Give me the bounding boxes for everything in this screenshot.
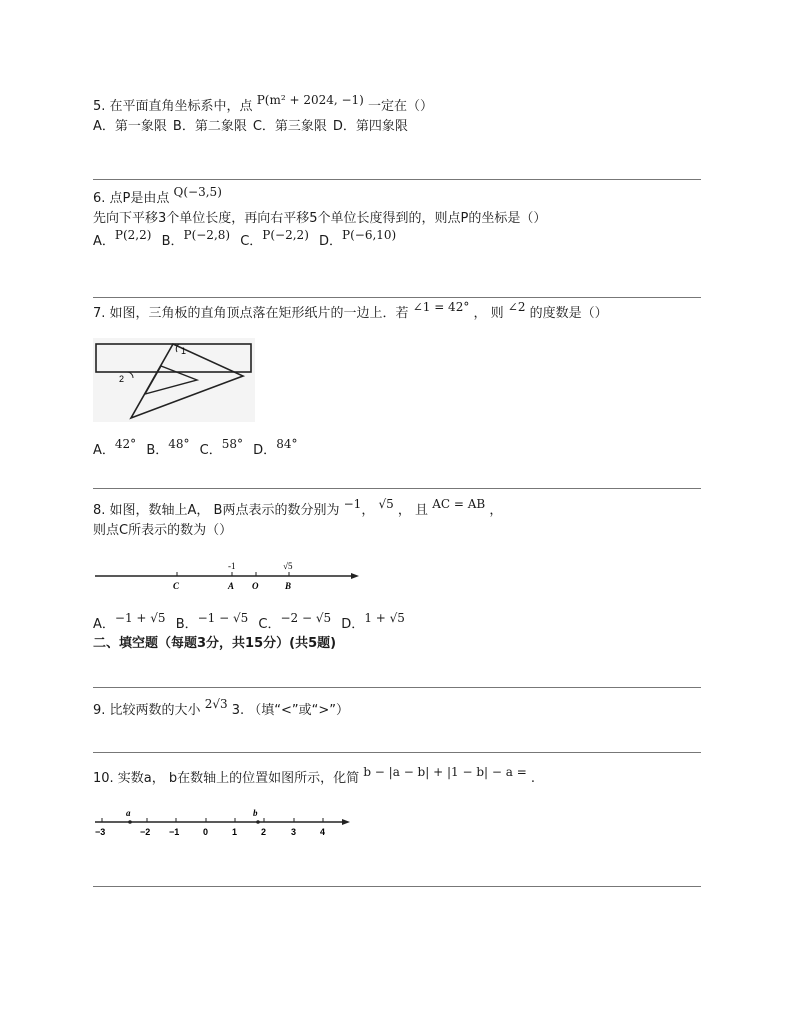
divider xyxy=(93,886,701,887)
point-b xyxy=(256,820,260,824)
divider xyxy=(93,179,701,180)
section-heading: 二、填空题（每题3分，共15分）(共5题) xyxy=(93,636,337,651)
question-7-text: 7. 如图，三角板的直角顶点落在矩形纸片的一边上．若 xyxy=(93,306,409,321)
option-b-letter: B． xyxy=(146,443,169,458)
question-6-text: 6. 点P是由点 xyxy=(93,191,170,206)
question-7 xyxy=(93,300,703,324)
tick-labels xyxy=(95,827,325,837)
question-8-text: 8. 如图，数轴上A， B两点表示的数分别为 xyxy=(93,503,340,518)
tick-label: 1 xyxy=(232,827,238,837)
question-8-text-end: ， xyxy=(489,503,503,518)
option-a-letter: A． xyxy=(93,234,115,249)
question-8-comma: ， xyxy=(361,503,375,518)
option-d-letter: D． xyxy=(319,234,343,249)
option-c-letter: C． xyxy=(199,443,222,458)
question-6 xyxy=(93,185,703,252)
option-a-value: −1 + √5 xyxy=(114,611,166,625)
option-a-value: 42° xyxy=(114,437,137,451)
question-8-options xyxy=(93,611,703,635)
question-10-text: 10. 实数a， b在数轴上的位置如图所示，化简 xyxy=(93,771,360,786)
option-c: C．第三象限 xyxy=(252,119,327,134)
question-6-stem xyxy=(93,185,703,209)
question-8-a-value: −1 xyxy=(343,497,362,511)
question-7-text-end: 的度数是（） xyxy=(529,306,608,321)
question-9-expression: 2√3 xyxy=(204,697,228,711)
question-5-text: 5. 在平面直角坐标系中，点 xyxy=(93,99,253,114)
tick-label: 4 xyxy=(320,827,326,837)
question-7-angle1: ∠1 = 42° xyxy=(412,300,470,314)
question-10-expression: b − |a − b| + |1 − b| − a = xyxy=(363,765,527,779)
question-7-text-mid: ， 则 xyxy=(473,306,504,321)
option-b-value: 48° xyxy=(168,437,190,451)
question-8-b-value: √5 xyxy=(378,497,394,511)
tick-label: 0 xyxy=(203,827,209,837)
question-6-text-line2: 先向下平移3个单位长度，再向右平移5个单位长度得到的，则点P的坐标是（） xyxy=(93,211,547,226)
option-d-value: P(−6,10) xyxy=(342,228,397,242)
label-minus-one: -1 xyxy=(228,561,236,571)
option-c-value: P(−2,2) xyxy=(262,228,309,242)
question-8-text-line2: 则点C所表示的数为（） xyxy=(93,523,233,538)
question-7-options xyxy=(93,437,703,461)
option-b-letter: B． xyxy=(175,617,198,632)
axis-arrow xyxy=(342,819,350,825)
label-sqrt5: √5 xyxy=(283,561,293,571)
tick-label: 3 xyxy=(291,827,297,837)
question-5-text-end: 一定在（） xyxy=(368,99,434,114)
question-10-number-line xyxy=(93,804,355,838)
option-b-value: P(−2,8) xyxy=(183,228,231,242)
question-5-options xyxy=(93,117,703,137)
axis-arrow xyxy=(351,573,359,579)
question-6-point-expression: Q(−3,5) xyxy=(173,185,222,199)
option-a: A．第一象限 xyxy=(93,119,167,134)
option-a-letter: A． xyxy=(93,617,115,632)
option-b: B．第二象限 xyxy=(172,119,247,134)
option-c-value: 58° xyxy=(221,437,244,451)
option-c-letter: C． xyxy=(258,617,281,632)
question-8-number-line xyxy=(93,558,361,594)
tick-label: 2 xyxy=(261,827,267,837)
option-d-letter: D． xyxy=(253,443,277,458)
tick-label: −3 xyxy=(95,827,106,837)
label-a: A xyxy=(228,581,235,591)
divider xyxy=(93,297,701,298)
option-a-value: P(2,2) xyxy=(114,228,152,242)
question-8-text-mid: ， 且 xyxy=(397,503,429,518)
question-7-angle2: ∠2 xyxy=(507,300,526,314)
label-o: O xyxy=(252,581,259,591)
option-b-value: −1 − √5 xyxy=(197,611,249,625)
question-10-text-end: . xyxy=(530,771,536,786)
label-b: B xyxy=(285,581,292,591)
point-a xyxy=(128,820,132,824)
question-9-text-end: 3. （填“<”或“>”） xyxy=(231,703,350,718)
option-a-letter: A． xyxy=(93,443,115,458)
question-9 xyxy=(93,697,703,721)
option-c-letter: C． xyxy=(240,234,263,249)
divider xyxy=(93,687,701,688)
label-b: b xyxy=(253,808,258,818)
option-d-value: 1 + √5 xyxy=(364,611,405,625)
option-c-value: −2 − √5 xyxy=(280,611,332,625)
question-8 xyxy=(93,497,703,541)
question-7-figure xyxy=(93,338,255,422)
tick-label: −2 xyxy=(140,827,151,837)
question-5-point-expression: P(m² + 2024, −1) xyxy=(256,93,364,107)
option-d: D．第四象限 xyxy=(332,119,408,134)
option-d-letter: D． xyxy=(341,617,365,632)
question-6-options xyxy=(93,228,703,252)
question-8-stem xyxy=(93,497,703,521)
label-c: C xyxy=(173,581,180,591)
angle-2-label: 2 xyxy=(119,374,125,384)
label-a: a xyxy=(126,808,131,818)
tick-label: −1 xyxy=(169,827,180,837)
divider xyxy=(93,752,701,753)
option-d-value: 84° xyxy=(276,437,298,451)
question-5-stem xyxy=(93,93,703,117)
angle-1-label: 1 xyxy=(181,346,187,356)
question-9-text: 9. 比较两数的大小 xyxy=(93,703,201,718)
question-8-equation: AC = AB xyxy=(432,497,486,511)
option-b-letter: B． xyxy=(161,234,184,249)
divider xyxy=(93,488,701,489)
question-10 xyxy=(93,765,703,789)
question-5 xyxy=(93,93,703,137)
